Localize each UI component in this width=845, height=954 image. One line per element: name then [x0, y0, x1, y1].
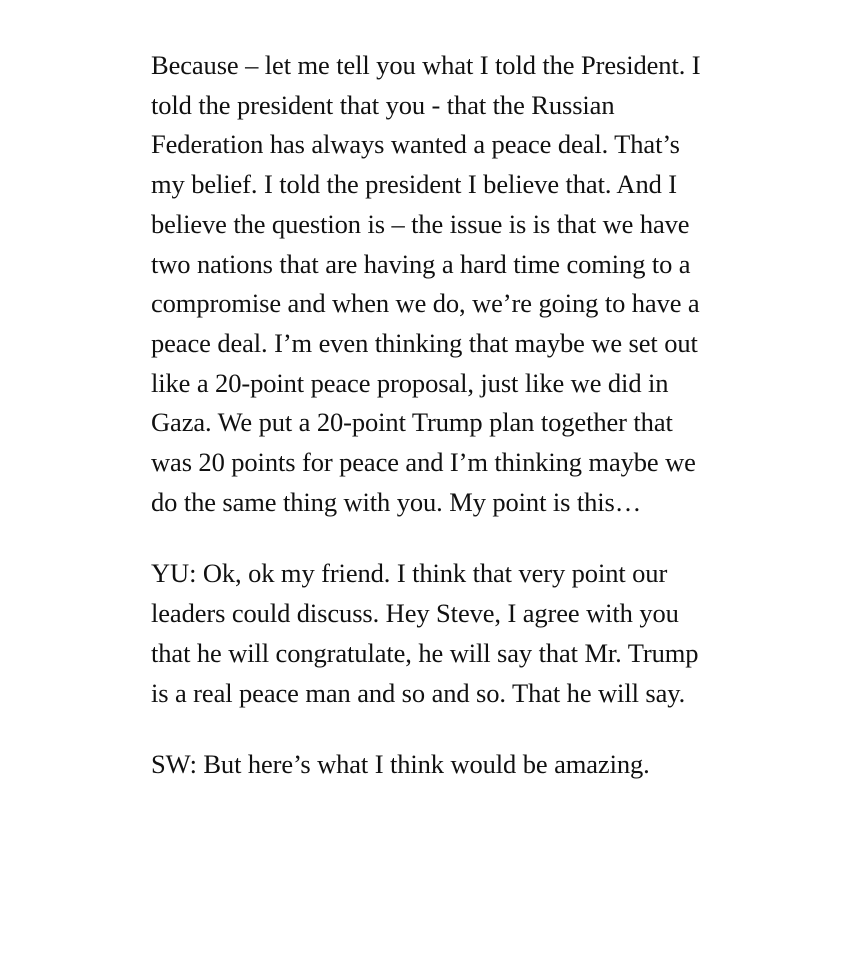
transcript-paragraph-1: Because – let me tell you what I told the President. I told the president that you - that the Russian Federation has always wanted a peace deal. That’s my belief. I told the president I believe that. And I believe the question is – the issue is is that we have two nations that are having a hard time coming to a compromise and when we do, we’re going to have a peace deal. I’m even thinking that maybe we set out like a 20-point peace proposal, just like we did in Gaza. We put a 20-point Trump plan together that was 20 points for peace and I’m thinking maybe we do the same thing with you. My point is this…	[151, 50, 701, 517]
transcript-paragraph-2: YU: Ok, ok my friend. I think that very point our leaders could discuss. Hey Steve, I agree with you that he will congratulate, he will say that Mr. Trump is a real peace man and so and so. That he will say.	[151, 558, 699, 708]
transcript-paragraph-3: SW: But here’s what I think would be amazing.	[151, 749, 650, 780]
article-body	[151, 46, 711, 817]
